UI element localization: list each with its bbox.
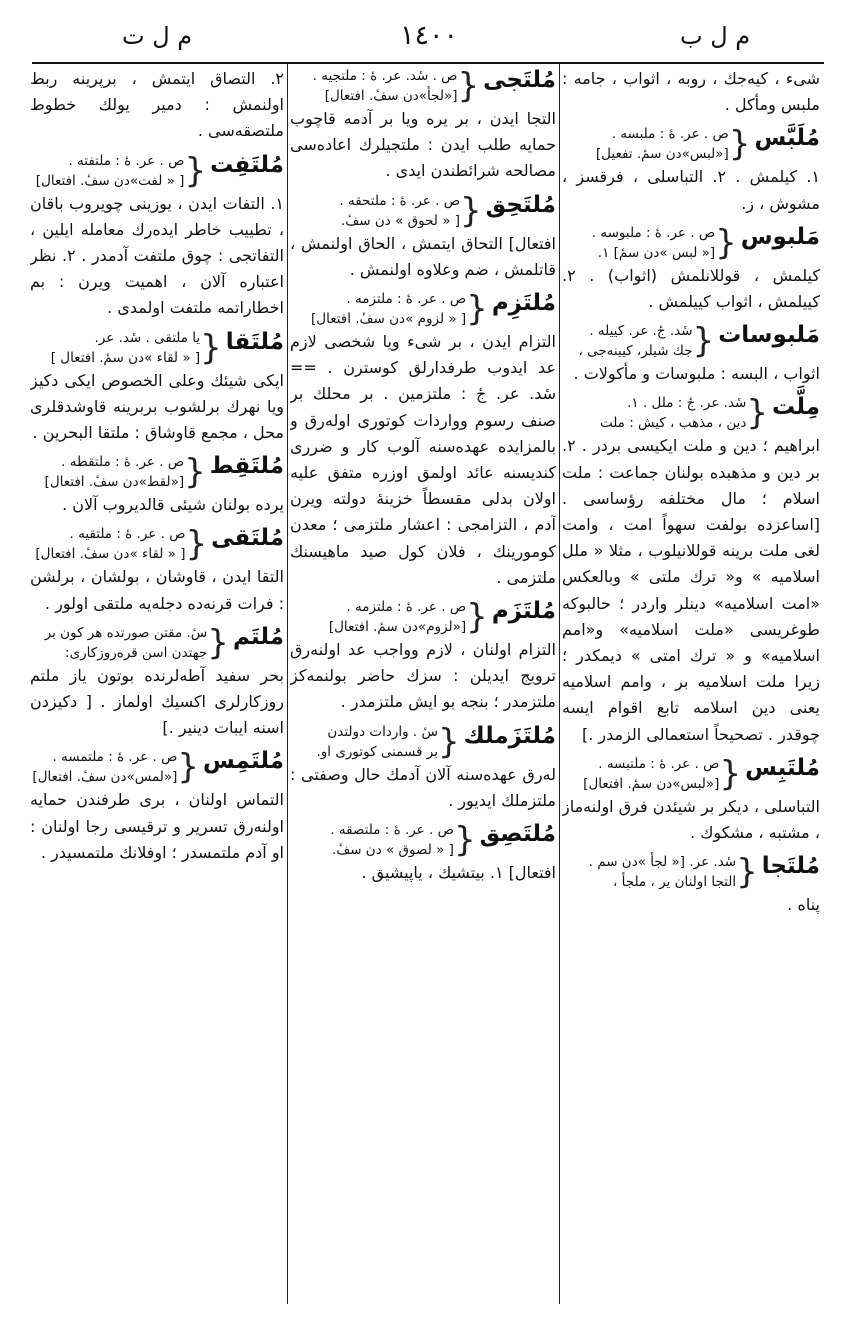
grammar-line: [«لجأ»دن سفٔ. افتعال] [324, 88, 458, 104]
entry-headword: مُلتَزِم [491, 290, 556, 317]
dictionary-entry [290, 820, 556, 886]
entry-grammar-info [290, 191, 460, 231]
entry-definition: التماس اولنان ، بری طرفندن حمایه اولنه‌رق تسریر و ترقیسی رجا اولنان : او آدم ملتمسدر ؛ اوفلانك ملتمسیدر . [30, 790, 284, 862]
entry-definition: ایکی شیئك وعلی الخصوص ایکی دکیز ویا نهرك برلشوب بربرینه قاوشدقلری محل ، مجمع قاوشاق : ملتقا البحرین . [30, 370, 284, 443]
entry-headword: مُلَبَّس [754, 125, 820, 152]
entry-grammar-info [562, 124, 729, 164]
entry-headword: مَلبوس [740, 223, 820, 250]
brace-mark: { [457, 66, 480, 106]
page-header [40, 22, 820, 58]
dictionary-entry [30, 328, 284, 447]
entry-headword: مُلتَقا [225, 328, 284, 355]
grammar-line: ص . عر. ۀ : ملتقیه . [69, 526, 186, 543]
dictionary-entry [290, 191, 556, 283]
entry-grammar-info [562, 852, 736, 892]
grammar-line: سٔد. جٔ. عر. کییله . [589, 323, 693, 340]
dictionary-entry [30, 524, 284, 616]
dictionary-entry [290, 722, 556, 814]
entry-headword: مُلتَبِس [745, 754, 820, 781]
entry-header [562, 223, 820, 263]
entry-definition: التقا ایدن ، قاوشان ، بولشان ، برلشن : فرات قرنه‌ده دجله‌یه ملتقی اولور . [30, 567, 284, 613]
entry-header [562, 321, 820, 361]
entry-header [290, 289, 556, 329]
entry-header [30, 452, 284, 492]
dictionary-entry [30, 66, 284, 145]
entry-grammar-info [30, 151, 184, 191]
grammar-line: ص . عر. ۀ : ملبسه . [611, 126, 729, 143]
entry-headword: مِلَّت [772, 394, 820, 421]
entry-grammar-info [562, 321, 693, 361]
brace-mark: { [736, 852, 758, 893]
grammar-line: دین ، مذهب ، کیش : ملت [599, 415, 747, 432]
entry-definition: ابراهیم ؛ دین و ملت ایکیسی بردر . ٢. بر دین و مذهبده بولنان جماعت : ملت اسلام ؛ مال مختلفه رؤساسی . [اساعزده بولفت سهواً امت ، وامت لغی ملت برینه قوللانیلوب ، مثلا « ملل اسلامیه » و« ترك ملتی » وبالعکس «امت اسلامیه» دینلر واردر ؛ حالبوکه طوغریسی «ملت اسلامیه» و«امم اسلامیه» و « ترك امتی » دیمکدر ؛ زیرا ملت اسلامیه بر ، وامم اسلامیه یعنی دین اسلامه تابع اقوام ایسه چوقدر . تصحیحاً استعمالی الزمدر .] [562, 436, 820, 744]
grammar-line: یا ملتقی . سٔد. عر. [94, 329, 201, 346]
entry-grammar-info [290, 597, 466, 637]
brace-mark: { [437, 721, 460, 762]
brace-mark: { [200, 327, 222, 368]
entry-grammar-info [562, 393, 746, 433]
grammar-line: سٔد. عر. [« لجأ »دن سم . [588, 854, 737, 871]
grammar-line: جهتدن اسن قره‌روزکاری: [65, 644, 208, 661]
column-divider-left [287, 64, 288, 1304]
column-divider-right [559, 64, 560, 1304]
entry-headword: مُلتَزَم [491, 598, 556, 625]
brace-mark: { [184, 452, 206, 493]
dictionary-entry [562, 223, 820, 315]
entry-grammar-info [30, 328, 200, 368]
dictionary-entry [562, 852, 820, 918]
grammar-line: ص . عر. ۀ : ملتفته . [68, 152, 185, 169]
entry-definition: التجا ایدن ، بر یره ویا بر آدمه قاچوب حمایه طلب ایدن : ملتجیلرك اعاده‌سی مصالحه شرائطندن ایدی . [290, 109, 556, 181]
brace-mark: { [207, 622, 229, 663]
grammar-line: سٔد. عر. جٔ : ملل . ١. [627, 395, 747, 412]
grammar-line: ص . سٔد. عر. ۀ : ملتجیه . [312, 68, 458, 84]
column-left [30, 66, 284, 1304]
entry-grammar-info [290, 289, 466, 329]
grammar-line: [«لمس»دن سفٔ. افتعال] [32, 769, 178, 786]
brace-mark: { [184, 150, 207, 191]
entry-definition: التباسلی ، دیکر بر شیئدن فرق اولنه‌ماز ، مشتبه ، مشکوك . [562, 796, 820, 843]
grammar-line: ص . عر. ۀ : ملتزمه . [346, 291, 467, 308]
grammar-line: [ « لقاء »دن سفٔ. افتعال] [35, 546, 186, 563]
entry-headword: مُلتَجا [761, 853, 820, 880]
entry-grammar-info [30, 452, 184, 492]
entry-header [562, 393, 820, 433]
grammar-line: ص . عر. ۀ : ملتبسه . [598, 755, 720, 772]
grammar-line: جك شیلر، کیینه‌جی ، [578, 343, 693, 360]
entry-definition: التزام اولنان ، لازم وواجب عد اولنه‌رق ترویج ایدیلن : سزك حاضر بولنمه‌کز ملتزمدر ؛ بنجه بو ایش ملتزمدر . [290, 640, 556, 712]
grammar-line: سٔ. مقتن صورتده هر کون بر [44, 624, 208, 641]
entry-definition: بحر سفید آطه‌لرنده بوتون یاز ملتم روزکارلری اکسیك اولماز . [ دکیزدن اسنه ایبات دینیر .] [30, 665, 284, 738]
entry-header [562, 852, 820, 892]
dictionary-entry [30, 452, 284, 518]
grammar-line: [«لزوم»دن سمٔ. افتعال] [328, 619, 467, 636]
brace-mark: { [728, 124, 751, 165]
dictionary-entry [30, 623, 284, 742]
grammar-line: [« لبس »دن سمٔ] ١. [597, 244, 716, 261]
entry-headword: مُلتَقی [211, 525, 284, 552]
grammar-line: ص . عر. ۀ : ملتحقه . [339, 192, 461, 209]
entry-headword: مُلتَجی [483, 67, 556, 93]
dictionary-entry [30, 151, 284, 322]
grammar-line: [ « لقاء »دن سمٔ. افتعال ] [50, 349, 201, 366]
entry-headword: مُلتَمِس [203, 748, 284, 775]
column-middle [290, 66, 556, 1304]
brace-mark: { [453, 820, 476, 861]
entry-grammar-info [290, 722, 438, 762]
entry-definition: پناه . [787, 895, 820, 915]
entry-header [290, 191, 556, 231]
entry-headword: مُلتَحِق [485, 191, 556, 218]
dictionary-entry [562, 66, 820, 118]
brace-mark: { [715, 222, 737, 263]
grammar-line: [ « لحوق » دن سفٔ. [341, 212, 461, 229]
dictionary-entry [562, 321, 820, 387]
entry-header [290, 597, 556, 637]
brace-mark: { [466, 289, 488, 330]
entry-definition: شیء ، کیه‌جك ، روبه ، اثواب ، جامه : ملبس ومأکل . [562, 69, 820, 115]
grammar-line: ص . عر. ۀ : ملتصقه . [330, 822, 454, 839]
grammar-line: [ « لزوم »دن سفٔ. افتعال] [311, 311, 467, 328]
grammar-line: سٔ . واردات دولتدن [327, 723, 438, 740]
entry-definition: کیلمش ، قوللانلمش (اثواب) . ٢. کییلمش ، اثواب کییلمش . [562, 265, 820, 312]
page-number: ١٤٠٠ [400, 20, 459, 51]
grammar-line: [ « لفت»دن سفٔ. افتعال] [35, 172, 185, 189]
entry-definition: ٢. التصاق ایتمش ، برپرینه ربط اولنمش : دمیر یولك خطوط ملتصقه‌سی . [30, 69, 284, 141]
dictionary-entry [30, 747, 284, 866]
entry-definition: یرده بولنان شیئی قالدیروب آلان . [62, 495, 284, 515]
entry-header [562, 754, 820, 794]
entry-header [30, 747, 284, 787]
entry-headword: مَلبوسات [718, 322, 820, 349]
entry-header [290, 66, 556, 106]
brace-mark: { [746, 393, 769, 434]
entry-header [290, 820, 556, 860]
brace-mark: { [719, 753, 742, 794]
entry-definition: افتعال] التحاق ایتمش ، الحاق اولنمش ، قاتلمش ، ضم وعلاوه اولنمش . [290, 233, 556, 279]
entry-headword: مُلتَفِت [210, 151, 284, 178]
entry-definition: له‌رق عهده‌سنه آلان آدمك حال وصفتی : ملتزملك ایدیور . [290, 764, 556, 810]
entry-grammar-info [30, 623, 207, 663]
entry-header [562, 124, 820, 164]
grammar-line: بر قسمنی کوتوری او. [316, 743, 438, 760]
brace-mark: { [692, 321, 715, 362]
dictionary-entry [562, 393, 820, 747]
header-left-letters: م ل ت [122, 22, 193, 50]
entry-header [30, 151, 284, 191]
dictionary-entry [562, 754, 820, 846]
entry-definition: افتعال] ١. بیتشیك ، یاپیشیق . [361, 863, 556, 883]
entry-grammar-info [30, 747, 177, 787]
entry-header [30, 524, 284, 564]
entry-headword: مُلتَقِط [209, 453, 284, 480]
entry-definition: ١. التفات ایدن ، یوزینی چویروب باقان ، تطییب خاطر ایده‌رك معامله ایلین ، التفاتجی : چوق ملتفت آدمدر . ٢. نظر اعتباره آلان ، اهمیت ویرن : بم اخطاراتمه ملتفت اولمدی . [30, 193, 284, 318]
dictionary-entry [562, 124, 820, 216]
grammar-line: [«لقط»دن سفٔ. افتعال] [44, 474, 185, 491]
entry-headword: مُلتَم [232, 623, 284, 650]
column-right [562, 66, 820, 1304]
dictionary-entry [290, 289, 556, 591]
brace-mark: { [460, 190, 482, 231]
entry-headword: مُلتَصِق [479, 821, 556, 848]
brace-mark: { [185, 524, 208, 565]
brace-mark: { [466, 597, 488, 638]
entry-grammar-info [290, 66, 457, 106]
entry-header [290, 722, 556, 762]
entry-definition: اثواب ، البسه : ملبوسات و مأکولات . [573, 364, 820, 384]
entry-header [30, 328, 284, 368]
entry-header [30, 623, 284, 663]
entry-grammar-info [30, 524, 186, 564]
grammar-line: ص . عر. ۀ : ملتقطه . [61, 454, 185, 471]
header-right-letters: م ل ب [680, 22, 751, 50]
grammar-line: [«لبس»دن سمٔ. تفعیل] [595, 146, 729, 163]
grammar-line: التجا اولنان یر ، ملجأ ، [612, 874, 737, 891]
grammar-line: [«لبس»دن سمٔ. افتعال] [583, 775, 720, 792]
dictionary-entry [290, 597, 556, 716]
grammar-line: ص . عر. ۀ : ملبوسه . [591, 224, 716, 241]
entry-headword: مُلتَزَملك [463, 722, 556, 749]
grammar-line: ص . عر. ۀ : ملتمسه . [52, 749, 178, 766]
grammar-line: ص . عر. ۀ : ملتزمه . [346, 599, 467, 616]
entry-definition: التزام ایدن ، بر شیء ویا شخصی لازم عد ایدوب طرفدارلق کوسترن . == سٔد. عر. جٔ : ملتزمین . بر محلك بر صنف رسوم وواردات کوتوری اوله‌رق و بالمزایده عهده‌سنه آلوب کار و ضرری کندیسنه عائد اولمق اوزره متفق علیه اولان بدلی مقسطاً خزینهٔ دولته ویرن آدم ، التزامجی : اعشار ملتزمی ؛ معدن کومورینك ، فلان کول صید ماهیسنك ملتزمی . [290, 332, 556, 587]
grammar-line: [ « لصوق » دن سفٔ. [331, 842, 454, 859]
entry-grammar-info [562, 223, 715, 263]
entry-definition: ١. کیلمش . ٢. التباسلی ، فرقسز ، مشوش ، ز. [562, 167, 820, 213]
header-rule [32, 62, 824, 64]
entry-grammar-info [562, 754, 719, 794]
brace-mark: { [177, 747, 200, 788]
dictionary-entry [290, 66, 556, 185]
entry-grammar-info [290, 820, 454, 860]
